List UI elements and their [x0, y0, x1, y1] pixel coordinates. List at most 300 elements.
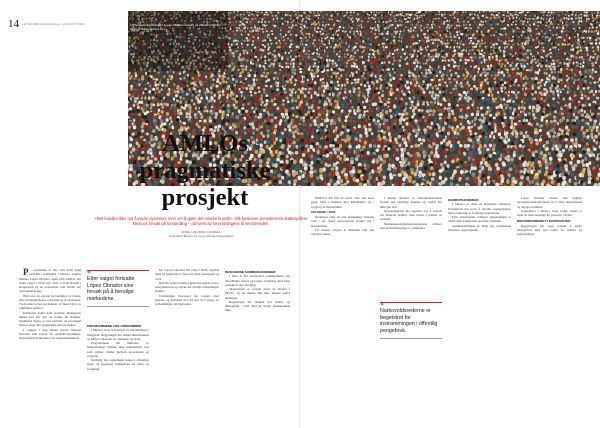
crowd-figure: [350, 42, 352, 44]
crowd-figure: [422, 97, 425, 100]
crowd-figure: [302, 58, 304, 61]
crowd-figure: [378, 50, 380, 53]
crowd-figure: [260, 33, 262, 36]
crowd-figure: [376, 80, 379, 83]
crowd-figure: [458, 25, 460, 27]
crowd-figure: [247, 39, 249, 41]
crowd-figure: [590, 48, 592, 51]
crowd-figure: [338, 29, 340, 31]
crowd-figure: [308, 84, 310, 87]
crowd-figure: [409, 53, 412, 55]
crowd-figure: [379, 24, 381, 26]
crowd-figure: [420, 15, 422, 17]
crowd-figure: [436, 87, 439, 90]
crowd-figure: [357, 42, 359, 44]
crowd-figure: [544, 39, 547, 41]
crowd-figure: [333, 66, 335, 68]
crowd-figure: [469, 11, 471, 13]
crowd-figure: [281, 11, 282, 12]
crowd-figure: [558, 24, 560, 26]
crowd-figure: [569, 23, 571, 25]
crowd-figure: [138, 75, 141, 77]
crowd-figure: [561, 90, 564, 93]
crowd-figure: [568, 18, 569, 20]
crowd-figure: [595, 90, 597, 93]
crowd-figure: [241, 70, 244, 73]
crowd-figure: [422, 94, 425, 97]
crowd-figure: [429, 31, 432, 33]
crowd-figure: [356, 30, 358, 32]
crowd-figure: [334, 55, 336, 58]
crowd-figure: [292, 24, 294, 26]
crowd-figure: [529, 11, 531, 13]
crowd-figure: [496, 43, 498, 45]
crowd-figure: [560, 68, 562, 71]
crowd-figure: [473, 85, 476, 88]
crowd-figure: [554, 17, 556, 20]
crowd-figure: [320, 47, 322, 49]
crowd-figure: [558, 31, 560, 34]
crowd-figure: [337, 13, 339, 16]
crowd-figure: [593, 31, 595, 33]
crowd-figure: [246, 46, 249, 48]
crowd-figure: [492, 28, 494, 30]
crowd-figure: [225, 71, 228, 74]
crowd-figure: [281, 68, 283, 70]
crowd-figure: [468, 17, 470, 19]
crowd-figure: [360, 23, 362, 26]
crowd-figure: [498, 77, 500, 80]
crowd-figure: [456, 45, 458, 48]
crowd-figure: [325, 41, 327, 43]
crowd-figure: [499, 14, 501, 16]
crowd-figure: [244, 32, 246, 34]
crowd-figure: [254, 74, 257, 77]
crowd-figure: [326, 59, 328, 62]
crowd-figure: [502, 63, 504, 65]
crowd-figure: [383, 52, 385, 55]
crowd-figure: [497, 88, 500, 91]
crowd-figure: [322, 78, 324, 80]
crowd-figure: [283, 75, 285, 77]
crowd-figure: [282, 14, 284, 16]
crowd-figure: [132, 71, 134, 74]
crowd-figure: [473, 71, 475, 74]
crowd-figure: [590, 55, 592, 58]
crowd-figure: [264, 17, 266, 19]
crowd-figure: [411, 14, 413, 16]
crowd-figure: [284, 27, 287, 29]
crowd-figure: [261, 36, 264, 39]
crowd-figure: [417, 36, 419, 38]
crowd-figure: [403, 21, 405, 23]
crowd-figure: [167, 93, 170, 96]
crowd-figure: [281, 19, 283, 21]
crowd-figure: [286, 46, 288, 48]
crowd-figure: [449, 33, 451, 35]
crowd-figure: [302, 83, 305, 86]
crowd-figure: [292, 34, 294, 36]
crowd-figure: [332, 72, 334, 75]
crowd-figure: [577, 35, 579, 38]
crowd-figure: [301, 92, 304, 95]
crowd-figure: [572, 71, 574, 74]
crowd-figure: [448, 26, 450, 29]
crowd-figure: [553, 11, 555, 13]
crowd-figure: [454, 17, 456, 19]
crowd-figure: [556, 68, 559, 70]
crowd-figure: [562, 40, 564, 43]
crowd-figure: [401, 15, 403, 17]
crowd-figure: [342, 93, 345, 96]
crowd-figure: [271, 30, 274, 32]
crowd-figure: [400, 58, 402, 60]
crowd-figure: [493, 52, 496, 54]
crowd-figure: [501, 59, 503, 62]
crowd-figure: [301, 28, 303, 31]
crowd-figure: [533, 28, 535, 30]
crowd-figure: [386, 87, 389, 89]
crowd-figure: [506, 69, 509, 72]
crowd-figure: [515, 24, 517, 26]
crowd-figure: [466, 64, 469, 67]
crowd-figure: [211, 73, 214, 76]
crowd-figure: [322, 75, 325, 78]
crowd-figure: [174, 80, 177, 83]
crowd-figure: [500, 23, 502, 25]
crowd-figure: [387, 32, 389, 35]
crowd-figure: [410, 67, 412, 70]
crowd-figure: [244, 27, 246, 29]
crowd-figure: [465, 68, 467, 70]
crowd-figure: [511, 58, 513, 61]
crowd-figure: [303, 31, 305, 33]
crowd-figure: [419, 40, 421, 42]
crowd-figure: [396, 49, 398, 51]
crowd-figure: [247, 18, 249, 20]
crowd-figure: [594, 21, 596, 23]
crowd-figure: [540, 51, 543, 54]
crowd-figure: [516, 75, 519, 78]
crowd-figure: [427, 39, 429, 42]
crowd-figure: [297, 88, 300, 91]
crowd-figure: [472, 33, 475, 36]
crowd-figure: [349, 22, 351, 24]
crowd-figure: [305, 21, 307, 24]
crowd-figure: [228, 37, 230, 39]
crowd-figure: [581, 53, 584, 55]
crowd-figure: [577, 94, 579, 97]
crowd-figure: [255, 11, 256, 12]
crowd-figure: [287, 80, 289, 83]
crowd-figure: [444, 31, 446, 33]
crowd-figure: [325, 18, 327, 20]
crowd-figure: [526, 77, 529, 80]
crowd-figure: [303, 49, 305, 52]
crowd-figure: [267, 33, 270, 35]
crowd-figure: [270, 33, 272, 35]
crowd-figure: [341, 62, 343, 65]
crowd-figure: [483, 29, 485, 31]
crowd-figure: [128, 84, 129, 87]
crowd-figure: [454, 53, 456, 55]
crowd-figure: [417, 86, 419, 89]
crowd-figure: [309, 13, 311, 15]
crowd-figure: [288, 73, 290, 76]
crowd-figure: [326, 72, 329, 75]
crowd-figure: [527, 18, 529, 20]
crowd-figure: [527, 21, 529, 23]
crowd-figure: [488, 74, 490, 77]
crowd-figure: [387, 68, 390, 71]
crowd-figure: [345, 73, 348, 76]
crowd-figure: [491, 81, 493, 83]
crowd-figure: [350, 11, 352, 13]
crowd-figure: [466, 74, 468, 77]
crowd-figure: [446, 68, 449, 71]
crowd-figure: [194, 81, 196, 84]
crowd-figure: [490, 42, 492, 45]
crowd-figure: [543, 50, 545, 53]
crowd-figure: [475, 20, 477, 23]
crowd-figure: [221, 71, 223, 74]
crowd-figure: [582, 59, 584, 61]
crowd-figure: [233, 55, 236, 57]
crowd-figure: [553, 62, 555, 65]
crowd-figure: [232, 24, 234, 26]
crowd-figure: [479, 11, 480, 13]
crowd-figure: [395, 11, 397, 12]
crowd-figure: [434, 80, 437, 83]
crowd-figure: [565, 21, 567, 23]
crowd-figure: [332, 59, 335, 62]
crowd-figure: [484, 74, 487, 77]
crowd-figure: [549, 18, 551, 20]
crowd-figure: [569, 37, 571, 40]
crowd-figure: [416, 42, 419, 44]
crowd-figure: [296, 23, 298, 25]
crowd-figure: [522, 98, 525, 101]
crowd-figure: [262, 31, 263, 33]
crowd-figure: [400, 52, 403, 54]
crowd-figure: [504, 93, 506, 96]
crowd-figure: [491, 14, 493, 16]
crowd-figure: [541, 30, 542, 33]
crowd-figure: [528, 37, 530, 39]
crowd-figure: [356, 53, 358, 55]
crowd-figure: [278, 30, 279, 32]
crowd-figure: [395, 33, 397, 35]
crowd-figure: [552, 43, 555, 46]
crowd-figure: [326, 52, 329, 55]
crowd-figure: [329, 18, 331, 20]
crowd-figure: [265, 68, 268, 71]
crowd-figure: [128, 93, 131, 96]
crowd-figure: [497, 27, 499, 30]
crowd-figure: [579, 71, 582, 74]
crowd-figure: [256, 18, 257, 20]
crowd-figure: [584, 95, 586, 98]
crowd-figure: [320, 15, 322, 17]
crowd-figure: [535, 61, 537, 63]
crowd-figure: [470, 88, 473, 91]
crowd-figure: [565, 72, 567, 75]
crowd-figure: [537, 59, 540, 61]
crowd-figure: [373, 53, 375, 56]
crowd-figure: [588, 53, 591, 55]
crowd-figure: [450, 29, 452, 31]
crowd-figure: [275, 91, 278, 94]
crowd-figure: [360, 36, 362, 38]
crowd-figure: [335, 33, 337, 35]
crowd-figure: [517, 14, 519, 16]
crowd-figure: [449, 14, 451, 16]
crowd-figure: [440, 27, 442, 30]
crowd-figure: [560, 51, 562, 54]
crowd-figure: [467, 56, 469, 59]
crowd-figure: [376, 66, 379, 68]
crowd-figure: [586, 33, 588, 36]
crowd-figure: [345, 93, 348, 96]
crowd-figure: [396, 17, 398, 20]
crowd-figure: [330, 68, 333, 71]
crowd-figure: [280, 29, 282, 31]
crowd-figure: [315, 65, 318, 68]
crowd-figure: [418, 75, 420, 78]
crowd-figure: [441, 52, 443, 55]
crowd-figure: [392, 32, 394, 35]
crowd-figure: [329, 20, 331, 22]
crowd-figure: [258, 61, 261, 64]
crowd-figure: [486, 47, 488, 49]
crowd-figure: [527, 12, 529, 14]
crowd-figure: [238, 69, 240, 72]
crowd-figure: [547, 61, 550, 64]
crowd-figure: [482, 64, 484, 67]
crowd-figure: [133, 91, 136, 94]
crowd-figure: [169, 81, 171, 84]
crowd-figure: [323, 62, 325, 65]
crowd-figure: [424, 55, 426, 57]
crowd-figure: [390, 93, 393, 96]
crowd-figure: [414, 75, 417, 78]
crowd-figure: [277, 15, 279, 17]
crowd-figure: [190, 82, 192, 85]
crowd-figure: [510, 17, 512, 20]
crowd-figure: [319, 43, 321, 45]
crowd-figure: [339, 20, 341, 22]
crowd-figure: [403, 12, 405, 13]
crowd-figure: [544, 45, 546, 47]
crowd-figure: [521, 94, 523, 97]
crowd-figure: [535, 28, 537, 30]
crowd-figure: [482, 15, 484, 17]
crowd-figure: [463, 49, 465, 51]
crowd-figure: [424, 77, 427, 80]
crowd-figure: [424, 14, 426, 16]
crowd-figure: [527, 27, 529, 29]
crowd-figure: [245, 77, 248, 80]
crowd-figure: [491, 17, 492, 19]
crowd-figure: [333, 16, 335, 18]
crowd-figure: [327, 87, 330, 90]
crowd-figure: [225, 81, 227, 84]
crowd-figure: [136, 83, 139, 87]
crowd-figure: [491, 94, 493, 98]
crowd-figure: [352, 17, 354, 19]
crowd-figure: [397, 62, 400, 65]
crowd-figure: [293, 46, 295, 48]
crowd-figure: [561, 32, 563, 34]
crowd-figure: [537, 93, 539, 97]
crowd-figure: [378, 80, 381, 83]
crowd-figure: [459, 88, 462, 91]
crowd-figure: [214, 75, 216, 77]
crowd-figure: [271, 24, 272, 26]
crowd-figure: [273, 18, 275, 21]
crowd-figure: [387, 40, 389, 43]
crowd-figure: [292, 30, 294, 32]
crowd-figure: [414, 18, 415, 21]
crowd-figure: [375, 38, 377, 41]
crowd-figure: [393, 68, 396, 71]
crowd-figure: [483, 58, 485, 61]
crowd-figure: [164, 77, 166, 80]
crowd-figure: [308, 18, 310, 20]
crowd-figure: [473, 24, 475, 26]
crowd-figure: [452, 30, 454, 32]
crowd-figure: [525, 75, 527, 78]
crowd-figure: [425, 69, 427, 72]
crowd-figure: [597, 46, 599, 49]
crowd-figure: [314, 84, 317, 88]
crowd-figure: [441, 73, 444, 76]
crowd-figure: [472, 56, 474, 58]
crowd-figure: [436, 91, 438, 94]
crowd-figure: [568, 61, 570, 63]
crowd-figure: [416, 65, 418, 68]
crowd-figure: [397, 94, 400, 97]
crowd-figure: [544, 83, 546, 87]
crowd-figure: [266, 72, 269, 75]
crowd-figure: [493, 77, 496, 79]
crowd-figure: [594, 59, 596, 61]
crowd-figure: [272, 20, 274, 22]
crowd-figure: [379, 64, 381, 67]
crowd-figure: [592, 56, 595, 58]
crowd-figure: [295, 13, 297, 15]
crowd-figure: [426, 15, 428, 17]
crowd-figure: [282, 42, 285, 45]
crowd-figure: [242, 46, 244, 48]
crowd-figure: [514, 88, 517, 91]
crowd-figure: [321, 42, 323, 44]
crowd-figure: [381, 55, 384, 58]
crowd-figure: [543, 14, 545, 16]
crowd-figure: [586, 49, 589, 52]
crowd-figure: [293, 20, 295, 22]
crowd-figure: [406, 56, 408, 58]
crowd-figure: [235, 33, 237, 35]
crowd-figure: [254, 43, 257, 46]
crowd-figure: [509, 12, 510, 14]
crowd-figure: [559, 11, 561, 12]
crowd-figure: [238, 49, 240, 51]
crowd-figure: [176, 72, 178, 75]
crowd-figure: [408, 46, 410, 49]
crowd-figure: [358, 94, 361, 97]
crowd-figure: [156, 87, 159, 90]
